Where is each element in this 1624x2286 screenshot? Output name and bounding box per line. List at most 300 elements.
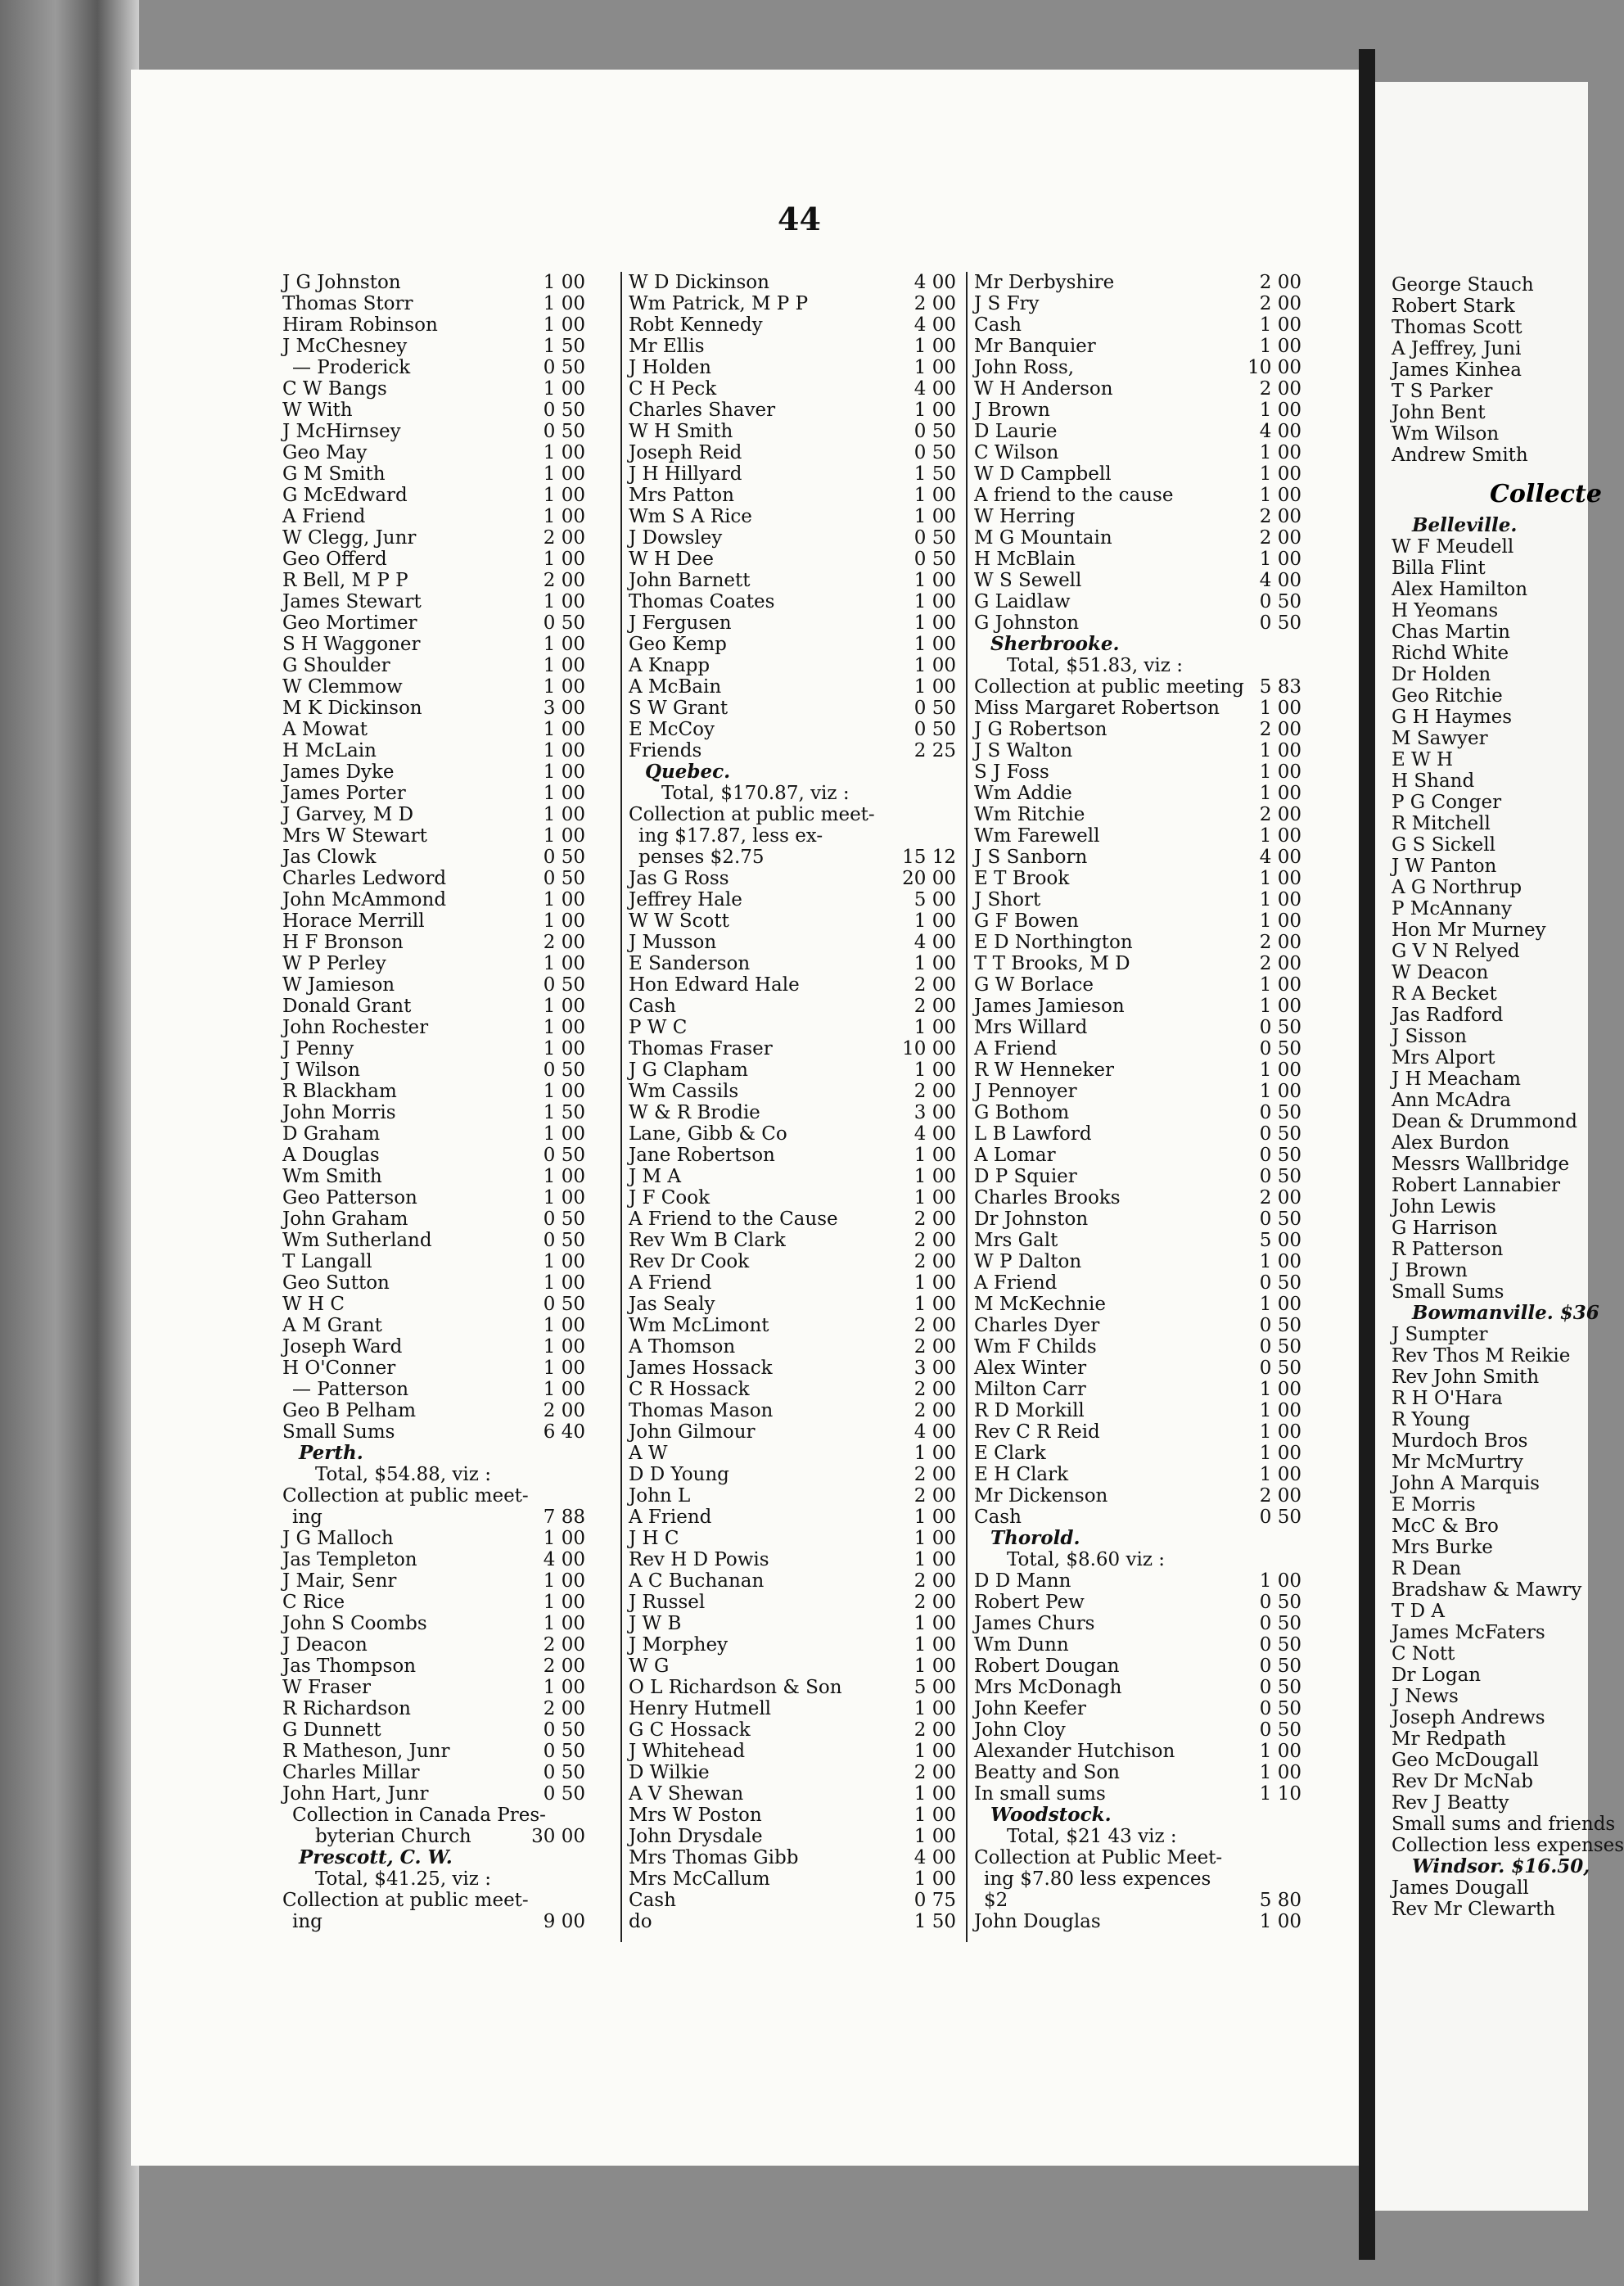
ledger-entry [282,868,585,889]
entry-name: J Russel [629,1592,706,1613]
entry-amount: 1 00 [1259,825,1301,847]
ledger-entry [629,612,956,634]
ledger-entry [282,719,585,740]
entry-name: Mrs McDonagh [974,1677,1122,1698]
entry-amount: 2 00 [914,1379,956,1400]
entry-name: W P Perley [282,953,386,974]
entry-amount: 2 00 [914,996,956,1017]
ledger-entry [974,1102,1301,1123]
entry-name: T T Brooks, M D [974,953,1130,974]
donor-name: Mrs Burke [1392,1537,1493,1558]
entry-amount: 1 00 [543,634,585,655]
entry-name: Charles Brooks [974,1187,1121,1209]
entry-name: E Clark [974,1443,1046,1464]
ledger-entry [282,293,585,314]
ledger-entry [282,847,585,868]
ledger-entry [629,655,956,676]
entry-amount: 5 00 [1259,1230,1301,1251]
ledger-entry [974,1656,1301,1677]
donor-name: R Dean [1392,1558,1462,1579]
entry-name: J S Walton [974,740,1073,761]
entry-amount: 2 00 [914,1762,956,1783]
entry-amount: 1 00 [543,676,585,698]
entry-name: W D Dickinson [629,272,769,293]
ledger-entry [974,1379,1301,1400]
donor-name: Small sums and friends [1392,1814,1616,1835]
ledger-entry [974,953,1301,974]
ledger-entry [282,1336,585,1358]
ledger-entry [974,1464,1301,1485]
column-1 [282,272,585,1932]
entry-amount: 1 00 [543,549,585,570]
entry-name: Henry Hutmell [629,1698,772,1719]
entry-name: Jas Sealy [629,1294,715,1315]
entry-name: Joseph Ward [282,1336,403,1358]
entry-amount: 1 00 [1259,740,1301,761]
entry-amount: 1 00 [1259,442,1301,463]
entry-name: J Holden [629,357,711,378]
entry-name: J G Malloch [282,1528,394,1549]
entry-amount: 1 00 [543,1166,585,1187]
entry-amount: 0 50 [543,868,585,889]
entry-amount: 2 00 [914,1592,956,1613]
ledger-entry [974,719,1301,740]
ledger-entry [629,549,956,570]
ledger-entry [974,612,1301,634]
ledger-entry [282,1868,585,1890]
ledger-entry [974,1570,1301,1592]
ledger-entry [629,1826,956,1847]
entry-name: A M Grant [282,1315,382,1336]
donor-name: G H Haymes [1392,707,1513,728]
entry-amount: 0 50 [543,421,585,442]
entry-name: byterian Church [315,1826,471,1847]
entry-name: E McCoy [629,719,715,740]
ledger-entry [974,1443,1301,1464]
column-3 [974,272,1301,1932]
ledger-entry [282,527,585,549]
ledger-entry [974,527,1301,549]
entry-name: J F Cook [629,1187,710,1209]
ledger-entry [974,400,1301,421]
entry-name: Charles Shaver [629,400,776,421]
entry-name: D Graham [282,1123,381,1145]
entry-name: Thomas Fraser [629,1038,773,1059]
entry-amount: 1 00 [1259,1911,1301,1932]
donor-name: Geo McDougall [1392,1750,1539,1771]
entry-amount: 1 00 [543,761,585,783]
entry-name: John L [629,1485,691,1507]
entry-amount: 3 00 [914,1102,956,1123]
ledger-entry [629,1634,956,1656]
ledger-entry [974,1059,1301,1081]
entry-amount: 1 00 [1259,1464,1301,1485]
entry-amount: 4 00 [543,1549,585,1570]
entry-name: R Richardson [282,1698,411,1719]
entry-name: J Morphey [629,1634,729,1656]
ledger-entry [282,1570,585,1592]
entry-name: John McAmmond [282,889,447,910]
entry-name: Mrs Patton [629,485,734,506]
ledger-entry [629,1358,956,1379]
donor-name: Dean & Drummond [1392,1111,1577,1132]
entry-name: James Dyke [282,761,395,783]
entry-amount: 5 80 [1259,1890,1301,1911]
ledger-entry [629,1272,956,1294]
entry-name: J McHirnsey [282,421,401,442]
entry-name: W W Scott [629,910,729,932]
donor-name: E W H [1392,749,1454,770]
ledger-entry [282,889,585,910]
donor-name: M Sawyer [1392,728,1488,749]
entry-name: Mr Ellis [629,336,705,357]
ledger-entry [282,1656,585,1677]
entry-amount: 1 00 [543,1336,585,1358]
entry-name: — Patterson [292,1379,409,1400]
ledger-entry [282,1166,585,1187]
ledger-entry [282,1145,585,1166]
entry-amount: 0 50 [543,1783,585,1805]
ledger-entry [629,1209,956,1230]
page-number: 44 [778,201,821,237]
entry-name: Wm Dunn [974,1634,1069,1656]
entry-amount: 1 00 [1259,314,1301,336]
entry-name: Rev C R Reid [974,1421,1100,1443]
entry-amount: 1 00 [914,1507,956,1528]
next-page-heading: Collecte [1490,480,1602,508]
ledger-entry [282,1464,585,1485]
donor-name: McC & Bro [1392,1516,1499,1537]
ledger-entry [629,463,956,485]
entry-amount: 0 50 [1259,1336,1301,1358]
donor-name: Mr Redpath [1392,1728,1506,1750]
entry-amount: 1 00 [543,996,585,1017]
entry-name: J S Fry [974,293,1040,314]
entry-name: John Rochester [282,1017,429,1038]
entry-amount: 0 50 [543,1294,585,1315]
entry-name: W Clemmow [282,676,403,698]
entry-name: Robert Pew [974,1592,1085,1613]
ledger-entry [629,676,956,698]
ledger-entry [282,953,585,974]
donor-name: R Patterson [1392,1239,1504,1260]
entry-name: $2 [984,1890,1008,1911]
entry-name: Quebec. [645,761,731,783]
ledger-entry [282,825,585,847]
ledger-entry [629,953,956,974]
ledger-entry [282,1783,585,1805]
ledger-entry [629,591,956,612]
entry-name: do [629,1911,652,1932]
ledger-entry [282,1230,585,1251]
entry-name: W S Sewell [974,570,1082,591]
donor-name: Collection less expenses [1392,1835,1624,1856]
entry-amount: 0 50 [914,719,956,740]
entry-amount: 0 50 [1259,1166,1301,1187]
entry-amount: 2 00 [914,974,956,996]
entry-amount: 1 00 [543,1017,585,1038]
entry-amount: 1 00 [914,1698,956,1719]
ledger-entry [282,1507,585,1528]
entry-amount: 10 00 [1247,357,1301,378]
entry-name: Geo Mortimer [282,612,417,634]
ledger-entry [629,1421,956,1443]
ledger-entry [282,1187,585,1209]
donor-name: Billa Flint [1392,558,1486,579]
ledger-entry [282,1272,585,1294]
ledger-entry [629,1379,956,1400]
entry-amount: 1 00 [914,1528,956,1549]
entry-name: Geo Offerd [282,549,387,570]
ledger-entry [974,336,1301,357]
donor-name: Dr Logan [1392,1665,1482,1686]
ledger-entry [282,1059,585,1081]
entry-name: G Johnston [974,612,1080,634]
donor-name: J Sisson [1392,1026,1467,1047]
donor-name: T S Parker [1392,381,1493,402]
entry-name: T Langall [282,1251,372,1272]
entry-name: C Rice [282,1592,345,1613]
entry-amount: 0 50 [1259,1592,1301,1613]
entry-amount: 3 00 [543,698,585,719]
ledger-entry [282,1805,585,1826]
donor-name: Mrs Alport [1392,1047,1495,1068]
entry-amount: 2 00 [1259,1485,1301,1507]
ledger-entry [629,570,956,591]
entry-name: Robt Kennedy [629,314,763,336]
entry-amount: 1 00 [914,357,956,378]
entry-amount: 1 00 [543,463,585,485]
donor-name: A Jeffrey, Juni [1392,338,1522,359]
ledger-entry [629,1294,956,1315]
entry-amount: 0 50 [1259,1656,1301,1677]
entry-amount: 1 00 [543,825,585,847]
entry-amount: 1 50 [914,1911,956,1932]
ledger-entry [629,1485,956,1507]
entry-amount: 0 50 [914,442,956,463]
entry-name: Dr Johnston [974,1209,1089,1230]
entry-name: H O'Conner [282,1358,396,1379]
donor-name: Rev Mr Clewarth [1392,1899,1556,1920]
ledger-entry [282,612,585,634]
entry-name: James Porter [282,783,406,804]
entry-amount: 0 50 [543,1145,585,1166]
donor-name: Small Sums [1392,1281,1504,1303]
ledger-entry [974,1549,1301,1570]
entry-amount: 2 00 [1259,932,1301,953]
entry-name: Rev H D Powis [629,1549,769,1570]
entry-amount: 0 50 [543,1741,585,1762]
entry-name: J G Johnston [282,272,401,293]
ledger-entry [629,1783,956,1805]
entry-amount: 1 00 [914,1017,956,1038]
entry-amount: 1 00 [543,314,585,336]
ledger-entry [629,1145,956,1166]
ledger-entry [629,1251,956,1272]
donor-name: R A Becket [1392,983,1497,1005]
ledger-entry [974,442,1301,463]
ledger-entry [629,378,956,400]
donor-name: J W Panton [1392,856,1497,877]
entry-name: G C Hossack [629,1719,751,1741]
entry-amount: 1 00 [543,1081,585,1102]
entry-amount: 1 00 [1259,889,1301,910]
entry-name: G Shoulder [282,655,390,676]
entry-amount: 1 00 [914,634,956,655]
ledger-entry [282,1209,585,1230]
entry-name: Wm McLimont [629,1315,769,1336]
entry-name: C H Peck [629,378,717,400]
ledger-entry [282,783,585,804]
ledger-entry [282,1698,585,1719]
donor-name: Murdoch Bros [1392,1430,1528,1452]
ledger-entry [629,1677,956,1698]
entry-amount: 0 50 [1259,1698,1301,1719]
ledger-entry [629,1868,956,1890]
entry-name: A Friend to the Cause [629,1209,838,1230]
entry-amount: 30 00 [531,1826,585,1847]
entry-name: ing $7.80 less expences [984,1868,1211,1890]
entry-name: C R Hossack [629,1379,750,1400]
entry-name: G F Bowen [974,910,1079,932]
ledger-entry [282,761,585,783]
entry-name: Collection at Public Meet- [974,1847,1223,1868]
ledger-entry [974,1911,1301,1932]
entry-amount: 1 00 [1259,1421,1301,1443]
ledger-entry [282,1634,585,1656]
entry-name: C W Bangs [282,378,387,400]
donor-name: Alex Burdon [1392,1132,1509,1154]
entry-name: G Laidlaw [974,591,1071,612]
donor-name: Wm Wilson [1392,423,1500,445]
entry-name: R Matheson, Junr [282,1741,450,1762]
entry-name: Geo Sutton [282,1272,390,1294]
entry-name: E D Northington [974,932,1133,953]
donor-name: John A Marquis [1392,1473,1540,1494]
ledger-entry [974,506,1301,527]
ledger-entry [974,1187,1301,1209]
entry-name: R Bell, M P P [282,570,408,591]
donor-name: R Young [1392,1409,1471,1430]
entry-amount: 0 50 [914,527,956,549]
entry-amount: 6 40 [543,1421,585,1443]
entry-name: R W Henneker [974,1059,1115,1081]
entry-amount: 2 00 [914,1719,956,1741]
ledger-entry [282,506,585,527]
entry-amount: 0 50 [1259,612,1301,634]
entry-name: Mr Banquier [974,336,1096,357]
ledger-entry [629,1549,956,1570]
entry-amount: 10 00 [902,1038,956,1059]
ledger-entry [282,1677,585,1698]
entry-name: E H Clark [974,1464,1069,1485]
entry-name: J Dowsley [629,527,723,549]
entry-amount: 0 50 [1259,1145,1301,1166]
entry-name: Cash [629,1890,676,1911]
ledger-entry [282,549,585,570]
entry-amount: 4 00 [914,378,956,400]
entry-amount: 1 00 [543,1528,585,1549]
entry-amount: 1 00 [1259,868,1301,889]
entry-amount: 1 00 [914,1741,956,1762]
entry-name: R D Morkill [974,1400,1085,1421]
entry-amount: 1 00 [543,719,585,740]
ledger-entry [629,272,956,293]
ledger-entry [282,655,585,676]
entry-amount: 0 50 [1259,1209,1301,1230]
donor-name: R Mitchell [1392,813,1491,834]
ledger-entry [282,442,585,463]
donor-name: W F Meudell [1392,536,1514,558]
entry-amount: 1 00 [543,485,585,506]
ledger-entry [629,1464,956,1485]
entry-name: W & R Brodie [629,1102,760,1123]
ledger-entry [629,1081,956,1102]
entry-amount: 0 50 [543,1719,585,1741]
entry-amount: 2 00 [914,1400,956,1421]
entry-amount: 1 00 [543,293,585,314]
entry-amount: 0 50 [1259,1613,1301,1634]
entry-amount: 1 00 [1259,485,1301,506]
ledger-entry [282,314,585,336]
ledger-entry [282,1102,585,1123]
entry-amount: 2 00 [1259,719,1301,740]
entry-name: G M Smith [282,463,386,485]
ledger-entry [282,1485,585,1507]
column-2 [629,272,956,1932]
entry-amount: 2 00 [914,1081,956,1102]
entry-name: Collection at public meet- [282,1485,529,1507]
entry-name: Thomas Mason [629,1400,774,1421]
entry-amount: 1 00 [543,1358,585,1379]
entry-amount: 1 00 [1259,1741,1301,1762]
entry-amount: 1 00 [914,676,956,698]
entry-name: James Churs [974,1613,1095,1634]
ledger-entry [974,1081,1301,1102]
entry-amount: 4 00 [1259,570,1301,591]
next-page-top-list [1375,274,1588,466]
entry-amount: 1 00 [914,1783,956,1805]
entry-amount: 1 00 [1259,783,1301,804]
entry-amount: 4 00 [914,1421,956,1443]
entry-amount: 1 00 [1259,549,1301,570]
entry-amount: 1 00 [914,1059,956,1081]
entry-amount: 1 00 [543,442,585,463]
ledger-entry [282,996,585,1017]
ledger-entry [629,336,956,357]
entry-name: G Dunnett [282,1719,381,1741]
entry-amount: 2 00 [1259,527,1301,549]
place-heading-bowmanville: Bowmanville. $36 [1412,1302,1599,1324]
ledger-entry [282,1549,585,1570]
ledger-entry [974,1336,1301,1358]
entry-name: penses $2.75 [638,847,765,868]
entry-name: M K Dickinson [282,698,422,719]
donor-name: John Bent [1392,402,1486,423]
entry-amount: 1 00 [914,400,956,421]
ledger-entry [974,1698,1301,1719]
donor-name: Messrs Wallbridge [1392,1154,1570,1175]
entry-name: John Graham [282,1209,408,1230]
donor-name: Rev John Smith [1392,1367,1540,1388]
ledger-entry [282,1017,585,1038]
entry-name: J Deacon [282,1634,368,1656]
entry-name: John Morris [282,1102,396,1123]
donor-name: Joseph Andrews [1392,1707,1545,1728]
ledger-entry [974,1741,1301,1762]
entry-amount: 2 00 [914,1315,956,1336]
entry-amount: 1 00 [1259,1400,1301,1421]
